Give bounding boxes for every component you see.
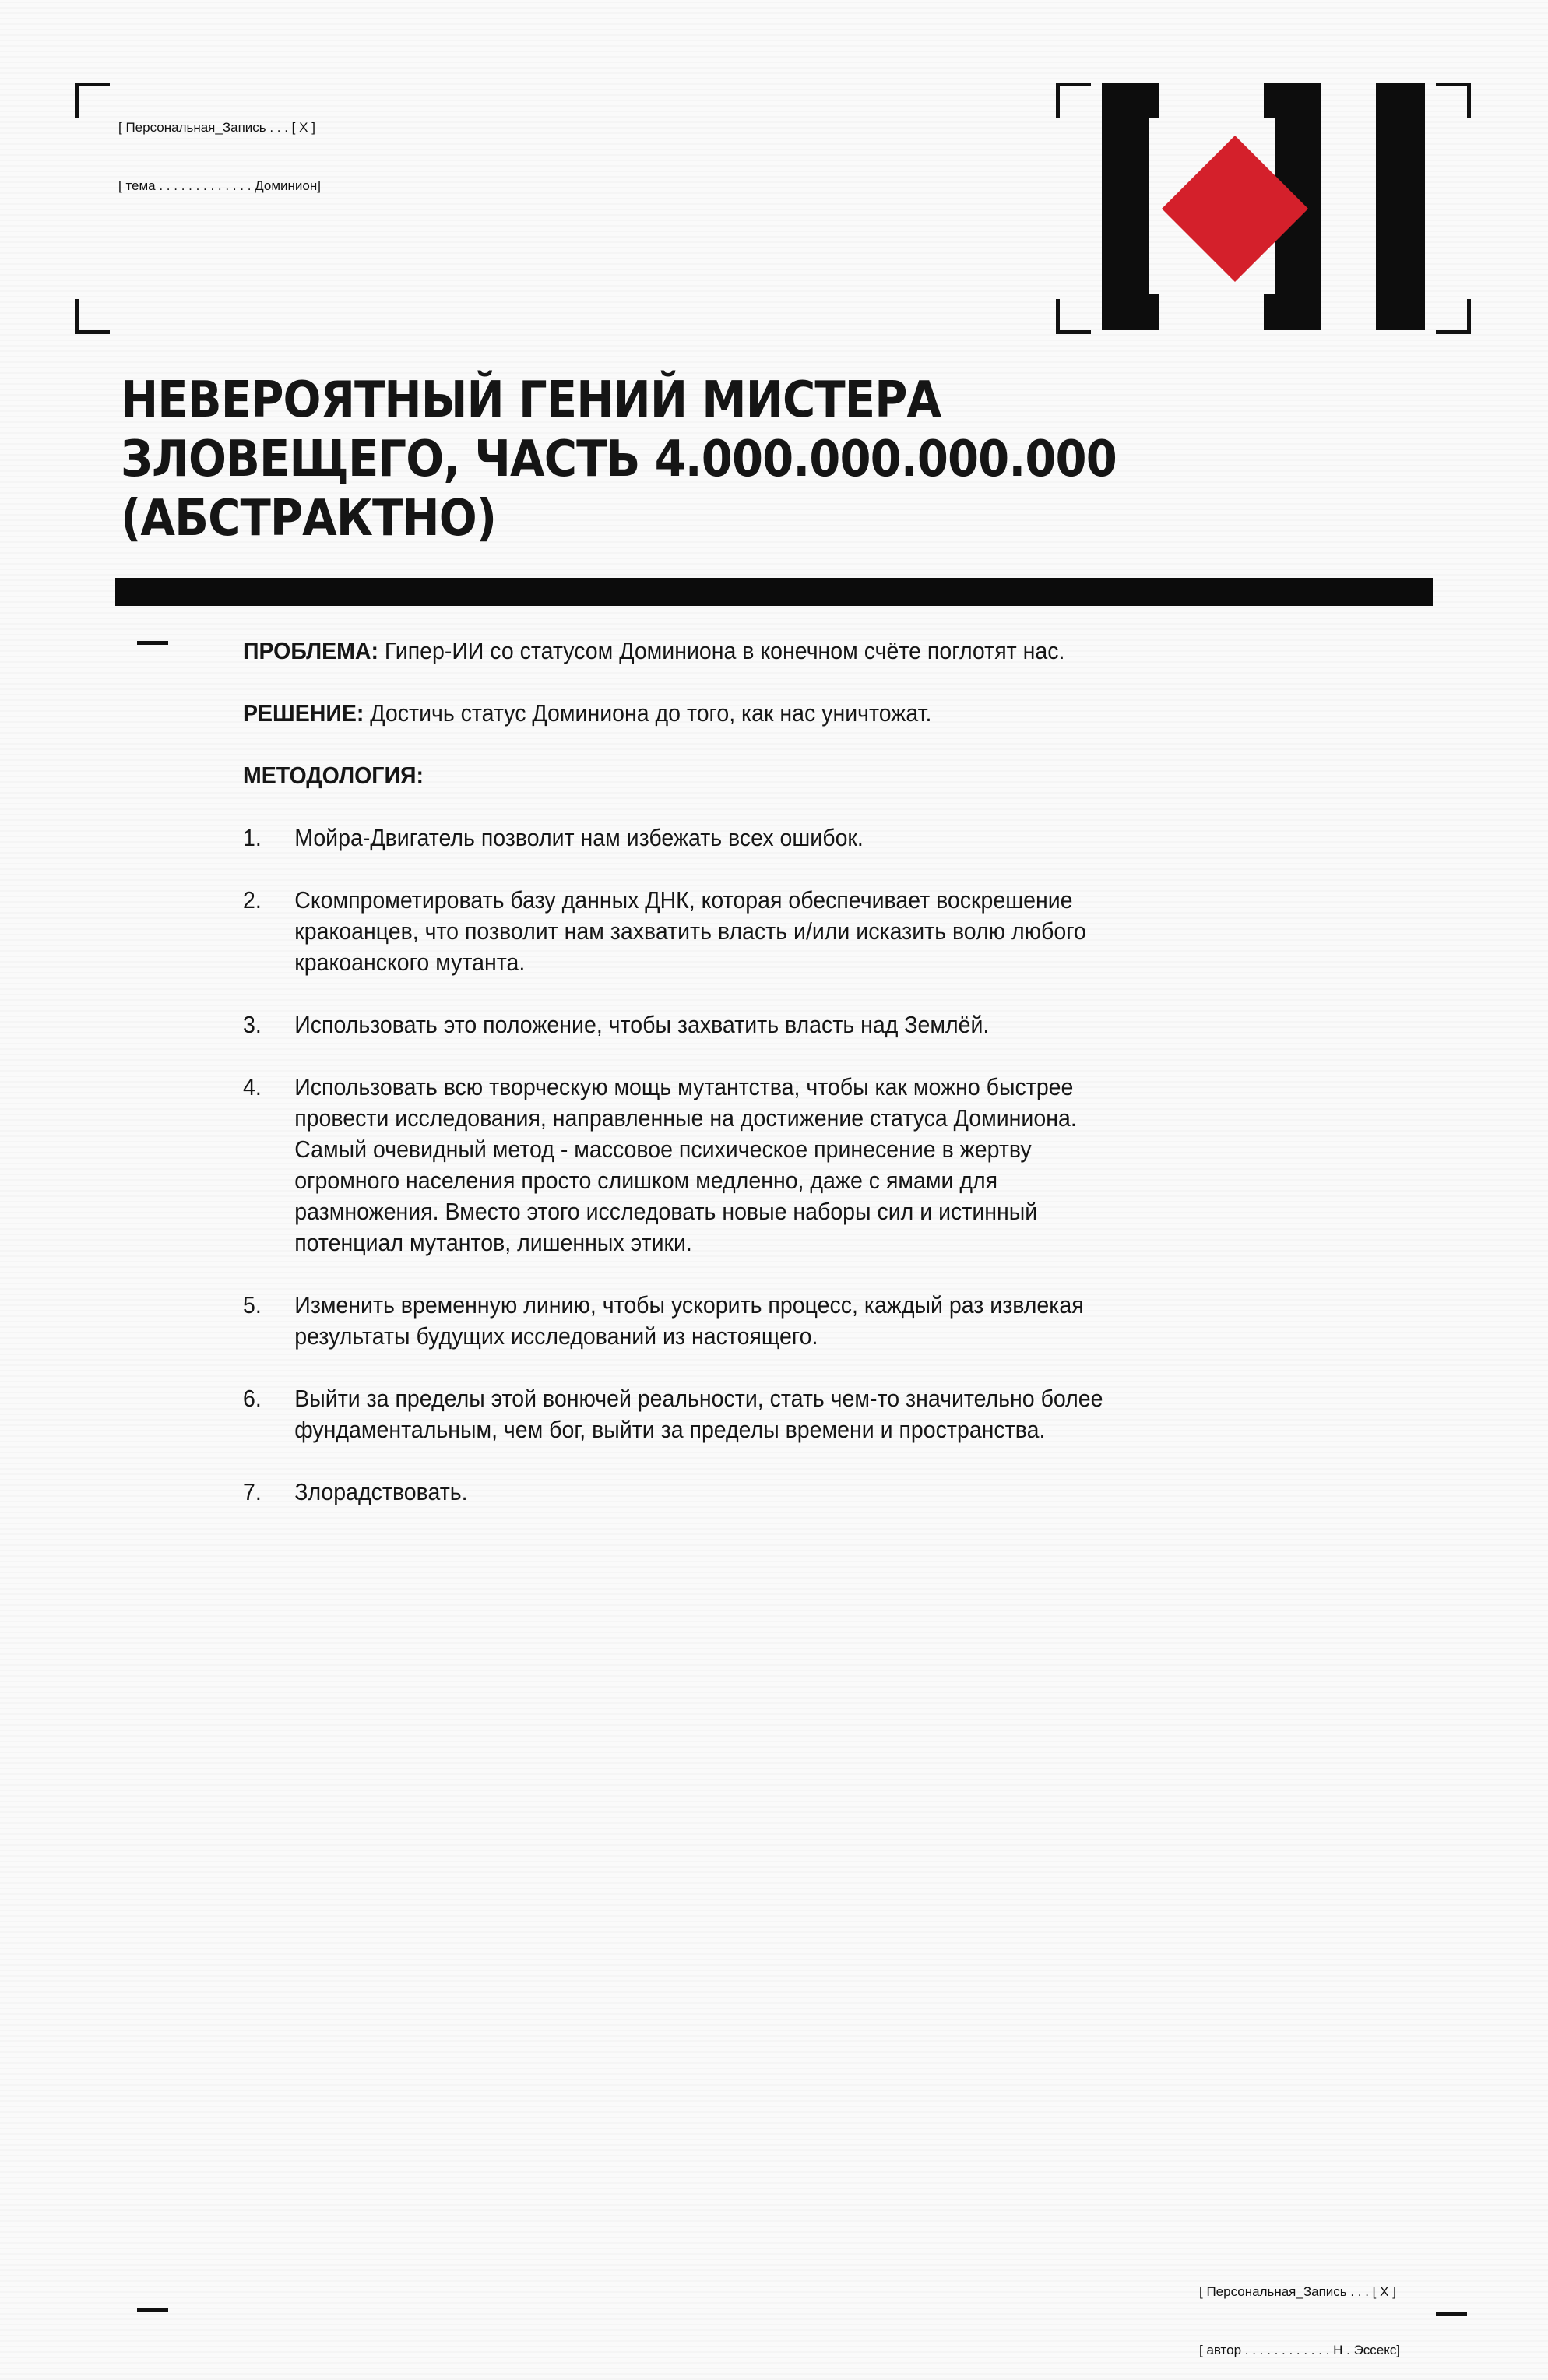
logo-corner-bottom-right xyxy=(1436,299,1471,334)
methodology-heading xyxy=(243,760,1160,791)
footer-meta-line2: [ автор . . . . . . . . . . . . Н . Эссекс] xyxy=(1199,2343,1401,2357)
list-item-number: 6. xyxy=(243,1385,262,1412)
list-item-number: 3. xyxy=(243,1011,262,1038)
list-item-text: Злорадствовать. xyxy=(294,1478,468,1505)
list-item-number: 5. xyxy=(243,1291,262,1319)
list-item-text: Использовать это положение, чтобы захватить власть над Землёй. xyxy=(294,1011,990,1038)
logo-left-bracket xyxy=(1102,83,1159,330)
title-rule xyxy=(115,578,1433,606)
list-item-number: 2. xyxy=(243,886,262,914)
dominion-logo xyxy=(1102,83,1425,330)
header-meta-line2: [ тема . . . . . . . . . . . . . Доминион] xyxy=(118,178,321,193)
list-item xyxy=(243,1477,1160,1508)
logo-bar xyxy=(1376,83,1425,330)
problem-paragraph xyxy=(243,635,1160,667)
page-title: НЕВЕРОЯТНЫЙ ГЕНИЙ МИСТЕРА ЗЛОВЕЩЕГО, ЧАСТЬ 4.000.000.000.000 (АБСТРАКТНО) xyxy=(121,371,1117,547)
solution-label: РЕШЕНИЕ: xyxy=(243,699,364,727)
list-item xyxy=(243,1290,1160,1352)
methodology-list xyxy=(243,822,1240,1508)
list-item xyxy=(243,1383,1160,1445)
footer-dash-left xyxy=(137,2308,168,2312)
list-item xyxy=(243,1009,1160,1040)
frame-corner-bottom-left xyxy=(75,299,110,334)
problem-label: ПРОБЛЕМА: xyxy=(243,637,379,664)
list-item-number: 7. xyxy=(243,1478,262,1505)
header-meta-line1: [ Персональная_Запись . . . [ X ] xyxy=(118,120,315,135)
list-item xyxy=(243,885,1160,978)
solution-text: Достичь статус Доминиона до того, как нас уничтожат. xyxy=(364,699,932,727)
list-item xyxy=(243,822,1160,854)
list-item-text: Скомпрометировать базу данных ДНК, которая обеспечивает воскрешение кракоанцев, что позволит нам захватить власть и/или исказить волю любого кракоанского мутанта. xyxy=(294,886,1086,976)
list-item-text: Использовать всю творческую мощь мутантства, чтобы как можно быстрее провести исследования, направленные на достижение статуса Доминиона. Самый очевидный метод - массовое психическое принесение в жертву огромного населения просто слишком медленно, даже с ямами для размножения. Вместо этого исследовать новые наборы сил и истинный потенциал мутантов, лишенных этики. xyxy=(294,1073,1077,1256)
problem-text: Гипер-ИИ со статусом Доминиона в конечном счёте поглотят нас. xyxy=(378,637,1065,664)
header-meta xyxy=(118,79,321,215)
footer-meta-line1: [ Персональная_Запись . . . [ X ] xyxy=(1199,2284,1396,2299)
logo-corner-bottom-left xyxy=(1056,299,1091,334)
list-item-text: Выйти за пределы этой вонючей реальности, стать чем-то значительно более фундаментальным, чем бог, выйти за пределы времени и пространства. xyxy=(294,1385,1103,1443)
frame-corner-top-left xyxy=(75,83,110,118)
list-item-text: Мойра-Двигатель позволит нам избежать всех ошибок. xyxy=(294,824,864,851)
list-item-number: 4. xyxy=(243,1073,262,1100)
list-item xyxy=(243,1072,1160,1259)
list-item-number: 1. xyxy=(243,824,262,851)
methodology-label: МЕТОДОЛОГИЯ: xyxy=(243,762,424,789)
footer-dash-right xyxy=(1436,2312,1467,2316)
footer-meta xyxy=(1199,2243,1400,2379)
logo-corner-top-right xyxy=(1436,83,1471,118)
solution-paragraph xyxy=(243,698,1160,729)
logo-corner-top-left xyxy=(1056,83,1091,118)
list-item-text: Изменить временную линию, чтобы ускорить процесс, каждый раз извлекая результаты будущих исследований из настоящего. xyxy=(294,1291,1084,1350)
document-body xyxy=(243,635,1240,1539)
section-dash xyxy=(137,641,168,645)
